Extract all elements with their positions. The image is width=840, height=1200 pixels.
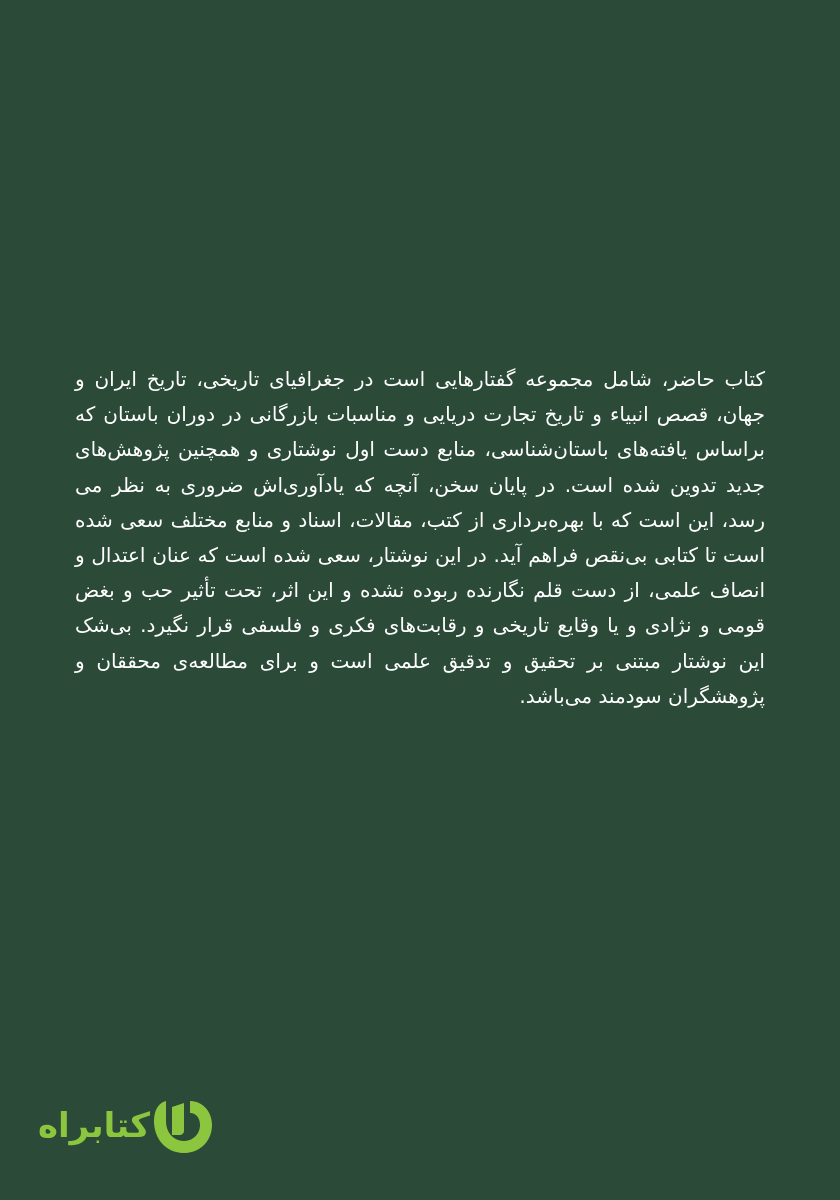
back-cover-blurb: کتاب حاضر، شامل مجموعه گفتارهایی است در جغرافیای تاریخی، تاریخ ایران و جهان، قصص انبیاء و تاریخ تجارت دریایی و مناسبات بازرگانی در دوران باستان که براساس یافته‌های باستان‌شناسی، منابع دست اول نوشتاری و همچنین پژوهش‌های جدید تدوین شده است. در پایان سخن، آنچه که یادآوری‌اش ضروری به نظر می رسد، این است که با بهره‌برداری از کتب، مقالات، اسناد و منابع مختلف سعی شده است تا کتابی بی‌نقص فراهم آید. در این نوشتار، سعی شده است که عنان اعتدال و انصاف علمی، از دست قلم نگارنده ربوده نشده و این اثر، تحت تأثیر حب و بغض قومی و نژادی و یا وقایع تاریخی و رقابت‌های فکری و فلسفی قرار نگیرد. بی‌شک این نوشتار مبتنی بر تحقیق و تدقیق علمی است و برای مطالعه‌ی محققان و پژوهشگران سودمند می‌باشد.	[75, 367, 765, 708]
ketabrah-logo	[38, 1091, 218, 1163]
book-open-mark-icon	[150, 1093, 216, 1159]
logo-wordmark: کتابراه	[37, 1106, 150, 1146]
